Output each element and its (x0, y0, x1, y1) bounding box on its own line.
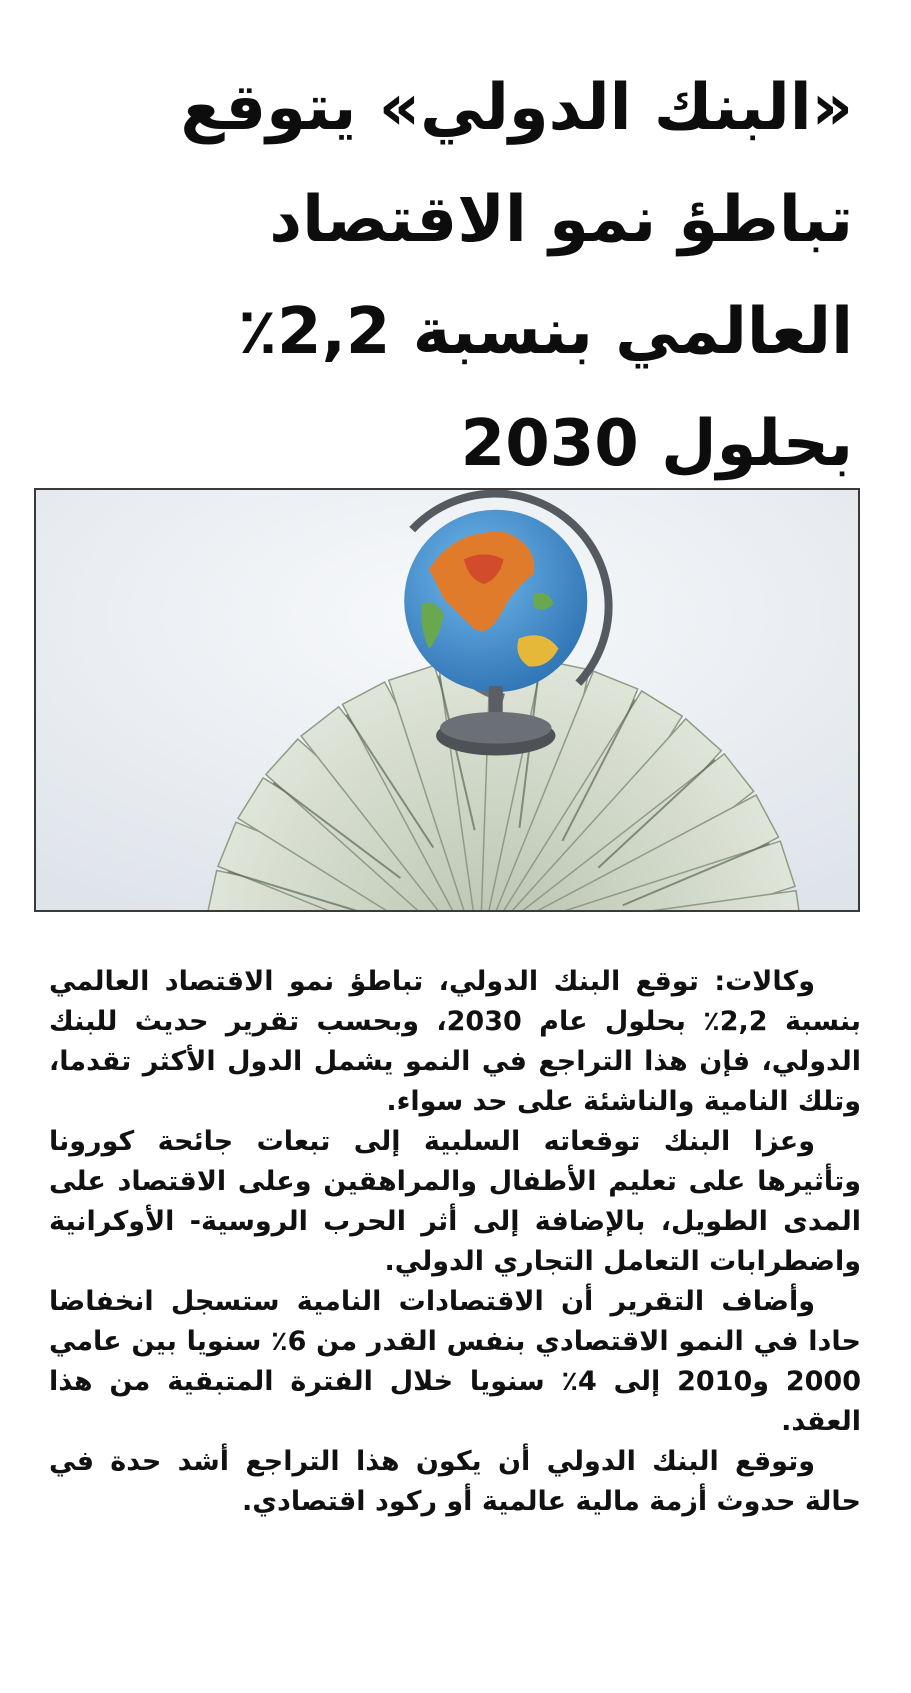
article-body (49, 962, 861, 1522)
article-paragraph: وتوقع البنك الدولي أن يكون هذا التراجع أشد حدة في حالة حدوث أزمة مالية عالمية أو ركود اقتصادي. (49, 1446, 861, 1517)
article-photo (34, 488, 860, 912)
article-paragraph: وكالات: توقع البنك الدولي، تباطؤ نمو الاقتصاد العالمي بنسبة 2,2٪ بحلول عام 2030، وبحسب تقرير حديث للبنك الدولي، فإن هذا التراجع في النمو يشمل الدول الأكثر تقدما، وتلك النامية والناشئة على حد سواء. (49, 966, 861, 1117)
article-paragraph: وأضاف التقرير أن الاقتصادات النامية ستسجل انخفاضا حادا في النمو الاقتصادي بنفس القدر من 6٪ سنويا بين عامي 2000 و2010 إلى 4٪ سنويا خلال الفترة المتبقية من هذا العقد. (49, 1286, 862, 1437)
article-paragraph: وعزا البنك توقعاته السلبية إلى تبعات جائحة كورونا وتأثيرها على تعليم الأطفال والمراهقين وعلى الاقتصاد على المدى الطويل، بالإضافة إلى أثر الحرب الروسية- الأوكرانية واضطرابات التعامل التجاري الدولي. (49, 1126, 861, 1277)
headline: «البنك الدولي» يتوقع تباطؤ نمو الاقتصاد العالمي بنسبة 2,2٪ بحلول 2030 (180, 71, 853, 481)
globe-on-banknotes-illustration (36, 490, 858, 910)
